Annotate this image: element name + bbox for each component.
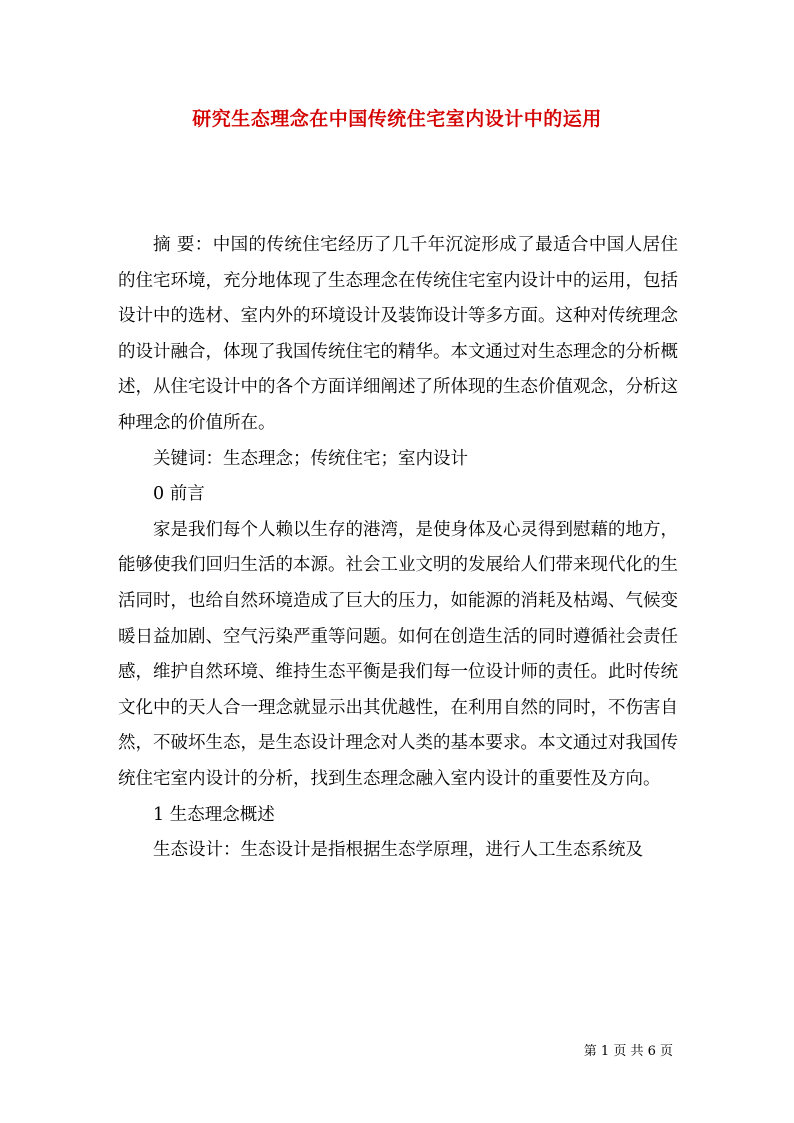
ecology-paragraph: 生态设计：生态设计是指根据生态学原理，进行人工生态系统及: [153, 840, 643, 861]
document-body: [118, 228, 678, 869]
section-heading-ecology: 1 生态理念概述: [153, 804, 275, 825]
abstract-paragraph: 摘 要：中国的传统住宅经历了几千年沉淀形成了最适合中国人居住的住宅环境，充分地体现了生态理念在传统住宅室内设计中的运用，包括设计中的选材、室内外的环境设计及装饰设计等多方面。这种对传统理念的设计融合，体现了我国传统住宅的精华。本文通过对生态理念的分析概述，从住宅设计中的各个方面详细阐述了所体现的生态价值观念，分析这种理念的价值所在。: [118, 235, 678, 433]
section-heading-preface: 0 前言: [153, 484, 205, 505]
page-number-footer: 第 1 页 共 6 页: [583, 1044, 673, 1059]
preface-paragraph: 家是我们每个人赖以生存的港湾，是使身体及心灵得到慰藉的地方，能够使我们回归生活的本源。社会工业文明的发展给人们带来现代化的生活同时，也给自然环境造成了巨大的压力，如能源的消耗及枯竭、气候变暖日益加剧、空气污染严重等问题。如何在创造生活的同时遵循社会责任感，维护自然环境、维持生态平衡是我们每一位设计师的责任。此时传统文化中的天人合一理念就显示出其优越性，在利用自然的同时，不伤害自然，不破坏生态，是生态设计理念对人类的基本要求。本文通过对我国传统住宅室内设计的分析，找到生态理念融入室内设计的重要性及方向。: [118, 519, 678, 789]
keywords-paragraph: 关键词：生态理念；传统住宅；室内设计: [153, 448, 468, 469]
document-title: 研究生态理念在中国传统住宅室内设计中的运用: [192, 108, 602, 130]
